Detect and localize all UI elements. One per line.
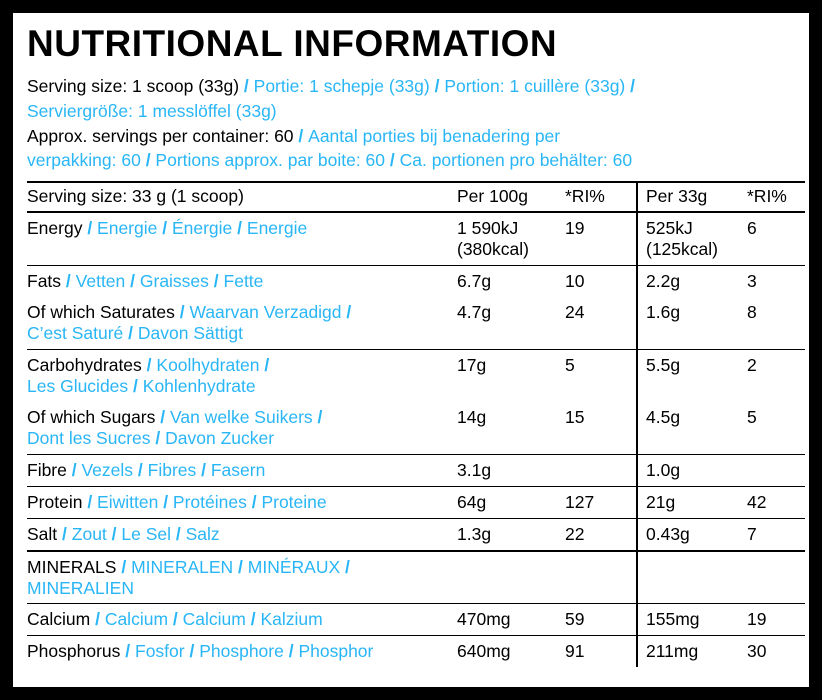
- nutrient-name: Fibre / Vezels / Fibres / Fasern: [27, 455, 457, 487]
- value-per-33g: 2.2g: [637, 266, 747, 298]
- header-per-100g: Per 100g: [457, 182, 565, 212]
- serving-line: Serving size: 1 scoop (33g) / Portie: 1 schepje (33g) / Portion: 1 cuillère (33g) /: [27, 75, 635, 96]
- value-per-100g: 3.1g: [457, 455, 565, 487]
- header-per-33g: Per 33g: [637, 182, 747, 212]
- table-row: [27, 350, 805, 403]
- ri-per-100g: 10: [565, 266, 637, 298]
- serving-line: Approx. servings per container: 60 / Aantal porties bij benadering per: [27, 125, 561, 146]
- page-title: NUTRITIONAL INFORMATION: [27, 23, 558, 64]
- value-per-100g: 6.7g: [457, 266, 565, 298]
- ri-per-100g: 22: [565, 519, 637, 552]
- nutrient-name: Energy / Energie / Énergie / Energie: [27, 212, 457, 266]
- value-per-100g: 1 590kJ (380kcal): [457, 212, 565, 266]
- header-serving-size: Serving size: 33 g (1 scoop): [27, 182, 457, 212]
- ri-per-33g: 2: [747, 350, 805, 403]
- minerals-spacer-1: [457, 551, 565, 604]
- nutrient-name: Phosphorus / Fosfor / Phosphore / Phosphor: [27, 636, 457, 668]
- header-ri-100g: *RI%: [565, 182, 637, 212]
- table-row: [27, 455, 805, 487]
- ri-per-100g: [565, 455, 637, 487]
- minerals-spacer-4: [747, 551, 805, 604]
- ri-per-33g: [747, 455, 805, 487]
- ri-per-100g: 91: [565, 636, 637, 668]
- serving-line: verpakking: 60 / Portions approx. par boite: 60 / Ca. portionen pro behälter: 60: [27, 150, 633, 171]
- serving-line: [27, 74, 795, 173]
- value-per-33g: 155mg: [637, 604, 747, 636]
- header-ri-33g: *RI%: [747, 182, 805, 212]
- minerals-group-header-row: [27, 551, 805, 604]
- ri-per-33g: 42: [747, 487, 805, 519]
- table-row: [27, 212, 805, 266]
- nutrition-panel: [13, 13, 809, 687]
- ri-per-33g: 3: [747, 266, 805, 298]
- value-per-33g: 4.5g: [637, 402, 747, 455]
- ri-per-33g: 7: [747, 519, 805, 552]
- ri-per-33g: 5: [747, 407, 757, 428]
- value-per-100g: 17g: [457, 350, 565, 403]
- ri-per-33g: 8: [747, 302, 757, 323]
- value-per-100g: 640mg: [457, 636, 565, 668]
- table-row: [27, 297, 805, 350]
- value-per-33g: 21g: [637, 487, 747, 519]
- ri-per-100g: 5: [565, 350, 637, 403]
- minerals-spacer-3: [637, 551, 747, 604]
- nutrient-name: Carbohydrates / Koolhydraten / Les Glucides / Kohlenhydrate: [27, 350, 457, 403]
- value-per-100g: 64g: [457, 487, 565, 519]
- ri-per-100g: 24: [565, 302, 585, 323]
- ri-per-33g: 6: [747, 212, 805, 266]
- table-row: [27, 636, 805, 668]
- value-per-33g: 211mg: [637, 636, 747, 668]
- table-row: [27, 487, 805, 519]
- nutrient-name: Calcium / Calcium / Calcium / Kalzium: [27, 604, 457, 636]
- ri-per-100g: 15: [565, 407, 585, 428]
- table-row: [27, 604, 805, 636]
- nutrient-name: Fats / Vetten / Graisses / Fette: [27, 266, 457, 298]
- value-per-33g: 5.5g: [637, 350, 747, 403]
- nutrient-name: Of which Sugars / Van welke Suikers / Dont les Sucres / Davon Zucker: [27, 407, 323, 449]
- serving-info-block: [27, 74, 795, 173]
- ri-per-100g: 19: [565, 212, 637, 266]
- value-per-100g: 4.7g: [457, 302, 492, 323]
- value-per-100g: 470mg: [457, 604, 565, 636]
- value-per-100g: 1.3g: [457, 519, 565, 552]
- value-per-33g: 0.43g: [637, 519, 747, 552]
- value-per-33g: 1.0g: [637, 455, 747, 487]
- table-row: [27, 519, 805, 552]
- nutrient-name: Protein / Eiwitten / Protéines / Proteine: [27, 487, 457, 519]
- table-row: [27, 266, 805, 298]
- value-per-100g: 14g: [457, 407, 487, 428]
- minerals-spacer-2: [565, 551, 637, 604]
- ri-per-33g: 19: [747, 604, 805, 636]
- nutrient-name: Of which Saturates / Waarvan Verzadigd / C’est Saturé / Davon Sättigt: [27, 302, 352, 344]
- ri-per-100g: 59: [565, 604, 637, 636]
- table-row: [27, 402, 805, 455]
- minerals-group-title: MINERALS / MINERALEN / MINÉRAUX / MINERALIEN: [27, 551, 457, 604]
- ri-per-100g: 127: [565, 487, 637, 519]
- table-header-row: [27, 182, 805, 212]
- serving-line: Serviergröße: 1 messlöffel (33g): [27, 100, 277, 121]
- ri-per-33g: 30: [747, 636, 805, 668]
- nutrient-name: Salt / Zout / Le Sel / Salz: [27, 519, 457, 552]
- value-per-33g: 525kJ (125kcal): [637, 212, 747, 266]
- value-per-33g: 1.6g: [637, 297, 747, 350]
- nutrition-table: [27, 181, 805, 667]
